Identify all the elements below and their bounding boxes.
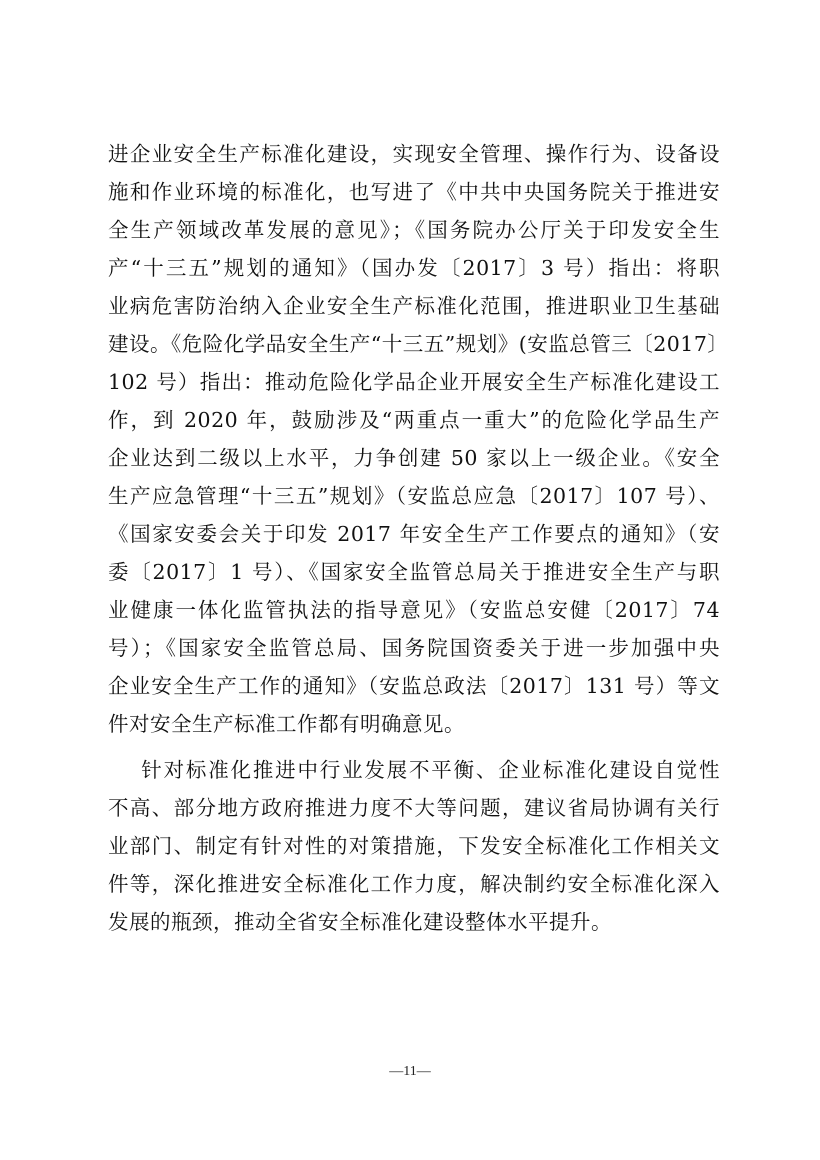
text-line: 件对安全生产标准工作都有明确意见。 [108,712,465,736]
text-line: 业病危害防治纳入企业安全生产标准化范围，推进职业卫生基础 [108,294,720,318]
text-line: 业部门、制定有针对性的对策措施，下发安全标准化工作相关文 [108,834,720,858]
text-line: 施和作业环境的标准化，也写进了《中共中央国务院关于推进安 [108,180,720,204]
text-line: 发展的瓶颈，推动全省安全标准化建设整体水平提升。 [108,910,612,934]
text-line: 针对标准化推进中行业发展不平衡、企业标准化建设自觉性 [108,758,720,782]
text-line: 业健康一体化监管执法的指导意见》（安监总安健〔2017〕74 [108,598,720,622]
paragraph-spacer [108,743,720,751]
text-line: 企业达到二级以上水平，力争创建 50 家以上一级企业。《安全 [108,446,720,470]
text-line: 委〔2017〕1 号）、《国家安全监管总局关于推进安全生产与职 [108,560,720,584]
text-line: 生产应急管理“十三五”规划》（安监总应急〔2017〕107 号）、 [108,484,720,508]
text-line: 全生产领域改革发展的意见》；《国务院办公厅关于印发安全生 [108,218,720,242]
text-line: 不高、部分地方政府推进力度不大等问题，建议省局协调有关行 [108,796,720,820]
text-line: 件等，深化推进安全标准化工作力度，解决制约安全标准化深入 [108,872,720,896]
text-line: 产“十三五”规划的通知》（国办发〔2017〕3 号）指出：将职 [108,256,720,280]
page-number: —11— [389,1064,431,1079]
text-line: 102 号）指出：推动危险化学品企业开展安全生产标准化建设工 [108,370,720,394]
paragraph-1 [108,135,729,743]
body-text [108,135,729,941]
text-line: 《国家安委会关于印发 2017 年安全生产工作要点的通知》（安 [108,522,720,546]
text-line: 企业安全生产工作的通知》（安监总政法〔2017〕131 号）等文 [108,674,720,698]
text-line: 建设。《危险化学品安全生产“十三五”规划》(安监总管三〔2017〕 [108,332,729,356]
paragraph-2 [108,751,720,941]
text-line: 号）；《国家安全监管总局、国务院国资委关于进一步加强中央 [108,636,720,660]
text-line: 作，到 2020 年，鼓励涉及“两重点一重大”的危险化学品生产 [108,408,720,432]
text-line: 进企业安全生产标准化建设，实现安全管理、操作行为、设备设 [108,142,720,166]
